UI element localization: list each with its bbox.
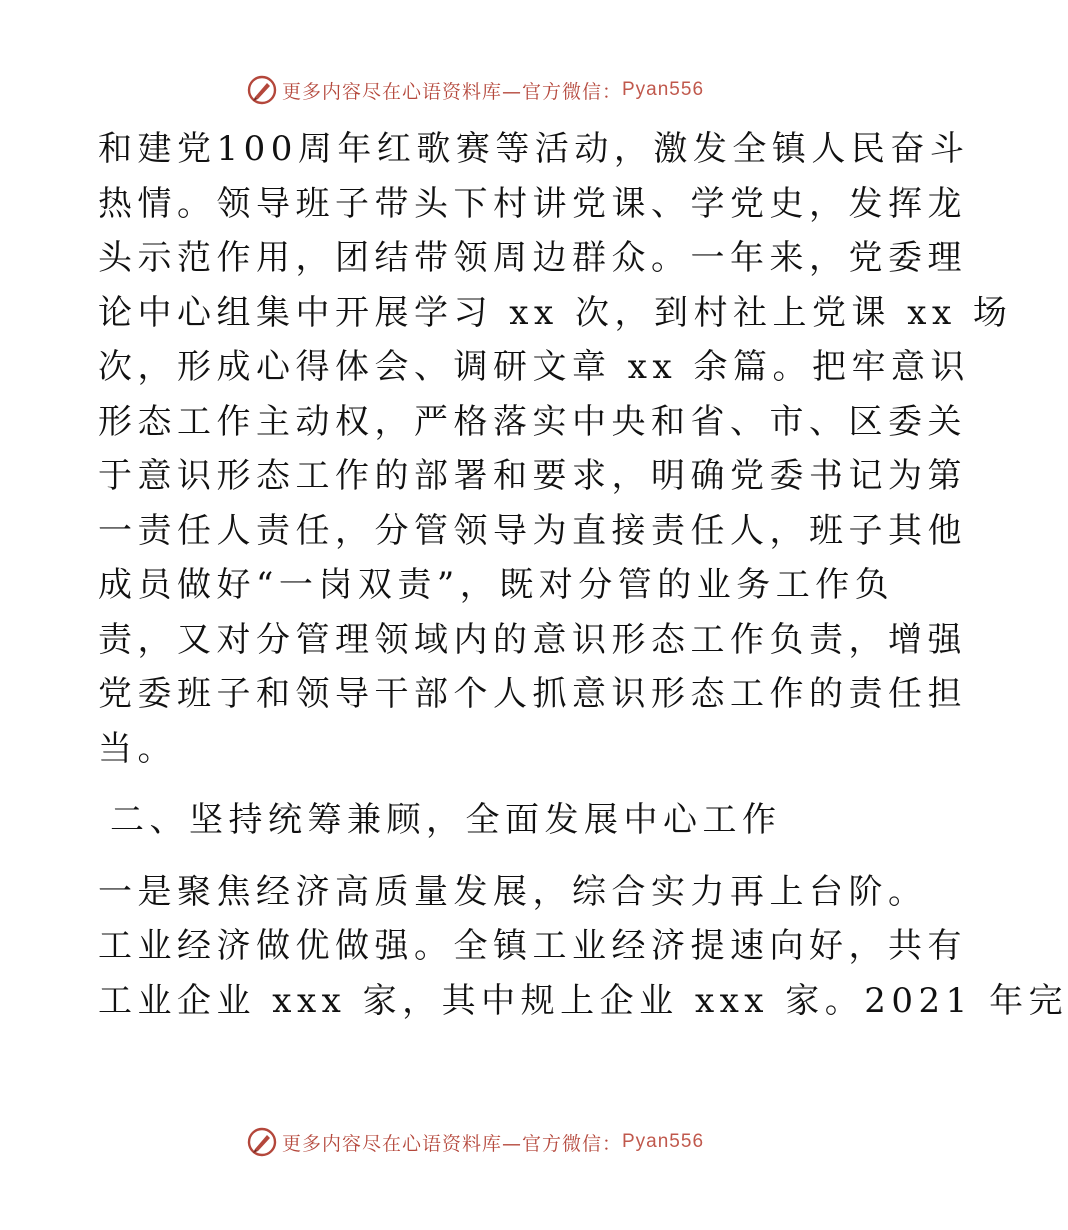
watermark-header <box>0 72 950 108</box>
text-line: 工业经济做优做强。全镇工业经济提速向好，共有 <box>98 926 967 966</box>
pen-logo-icon <box>246 1126 278 1158</box>
pen-logo-icon <box>246 74 278 106</box>
text-line: 成员做好“一岗双责”，既对分管的业务工作负 <box>98 565 895 605</box>
text-line: 次，形成心得体会、调研文章 xx 余篇。把牢意识 <box>98 347 970 387</box>
text-line: 热情。领导班子带头下村讲党课、学党史，发挥龙 <box>98 183 967 224</box>
text-line: 一责任人责任，分管领导为直接责任人，班子其他 <box>98 510 967 551</box>
watermark-text: 更多内容尽在心语资料库—官方微信： <box>281 1132 622 1155</box>
text-line: 当。 <box>98 728 177 769</box>
section-heading: 二、坚持统筹兼顾，全面发展中心工作 <box>110 800 782 840</box>
text-line: 于意识形态工作的部署和要求，明确党委书记为第 <box>98 456 967 496</box>
text-line: 论中心组集中开展学习 xx 次，到村社上党课 xx 场 <box>98 292 1013 333</box>
paragraph-2 <box>98 865 1068 1029</box>
text-line: 头示范作用，团结带领周边群众。一年来，党委理 <box>98 238 967 278</box>
text-line: 和建党100周年红歌赛等活动，激发全镇人民奋斗 <box>98 129 970 169</box>
text-line: 党委班子和领导干部个人抓意识形态工作的责任担 <box>98 674 967 714</box>
watermark-text: 更多内容尽在心语资料库—官方微信： <box>281 80 622 103</box>
text-line: 工业企业 xxx 家，其中规上企业 xxx 家。2021 年完 <box>98 980 1068 1021</box>
watermark-contact: Pyan556 <box>622 79 705 100</box>
text-line: 责，又对分管理领域内的意识形态工作负责，增强 <box>98 619 967 660</box>
paragraph-1 <box>98 122 1013 776</box>
watermark-contact: Pyan556 <box>622 1131 705 1152</box>
watermark-footer <box>0 1124 950 1160</box>
text-line: 形态工作主动权，严格落实中央和省、市、区委关 <box>98 401 967 442</box>
document-body <box>98 122 1068 1028</box>
text-line: 一是聚焦经济高质量发展，综合实力再上台阶。 <box>98 871 928 912</box>
